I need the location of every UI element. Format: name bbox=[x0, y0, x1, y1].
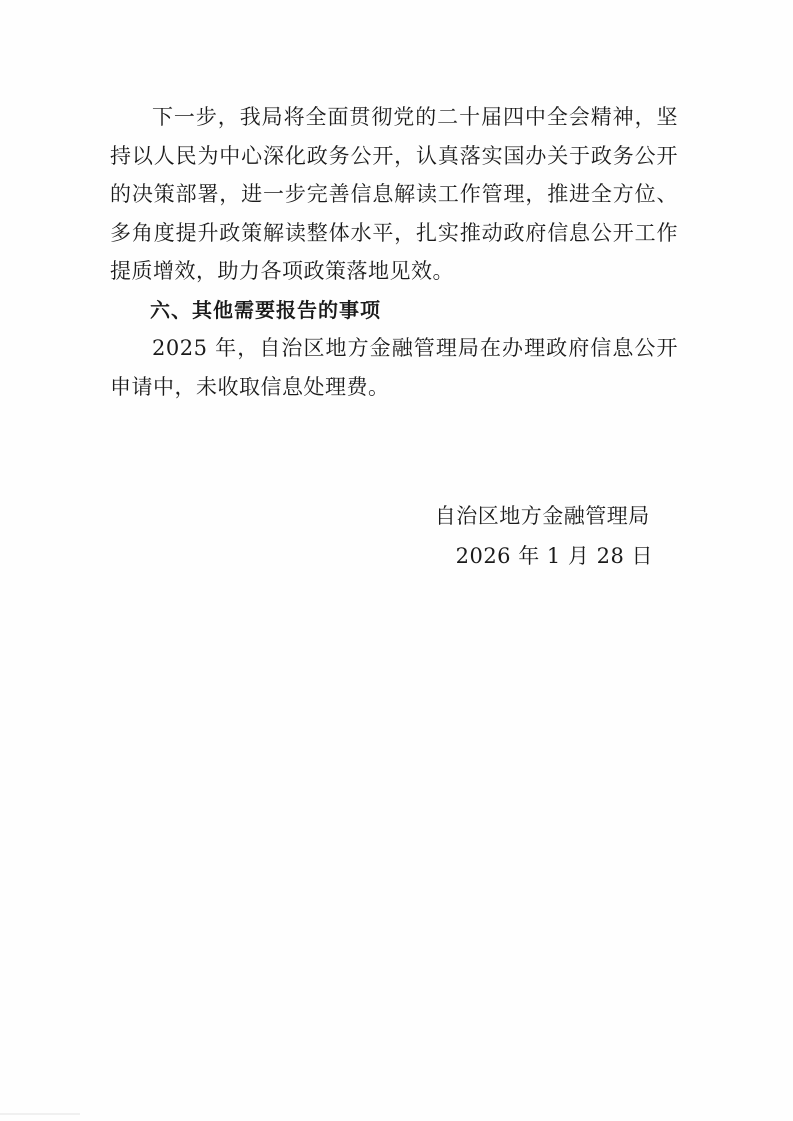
signature-organization: 自治区地方金融管理局 bbox=[434, 504, 650, 528]
signature-block bbox=[432, 496, 653, 576]
document-body bbox=[110, 98, 678, 406]
signature-date: 2026 年 1 月 28 日 bbox=[455, 544, 653, 568]
paragraph-fees: 2025 年，自治区地方金融管理局在办理政府信息公开申请中，未收取信息处理费。 bbox=[110, 336, 678, 399]
section-heading-other-matters: 六、其他需要报告的事项 bbox=[150, 297, 381, 322]
scan-edge-mark bbox=[0, 1113, 80, 1115]
paragraph-next-steps: 下一步，我局将全面贯彻党的二十届四中全会精神，坚持以人民为中心深化政务公开，认真落实国办关于政务公开的决策部署，进一步完善信息解读工作管理，推进全方位、多角度提升政策解读整体水平，扎实推动政府信息公开工作提质增效，助力各项政策落地见效。 bbox=[110, 105, 678, 283]
